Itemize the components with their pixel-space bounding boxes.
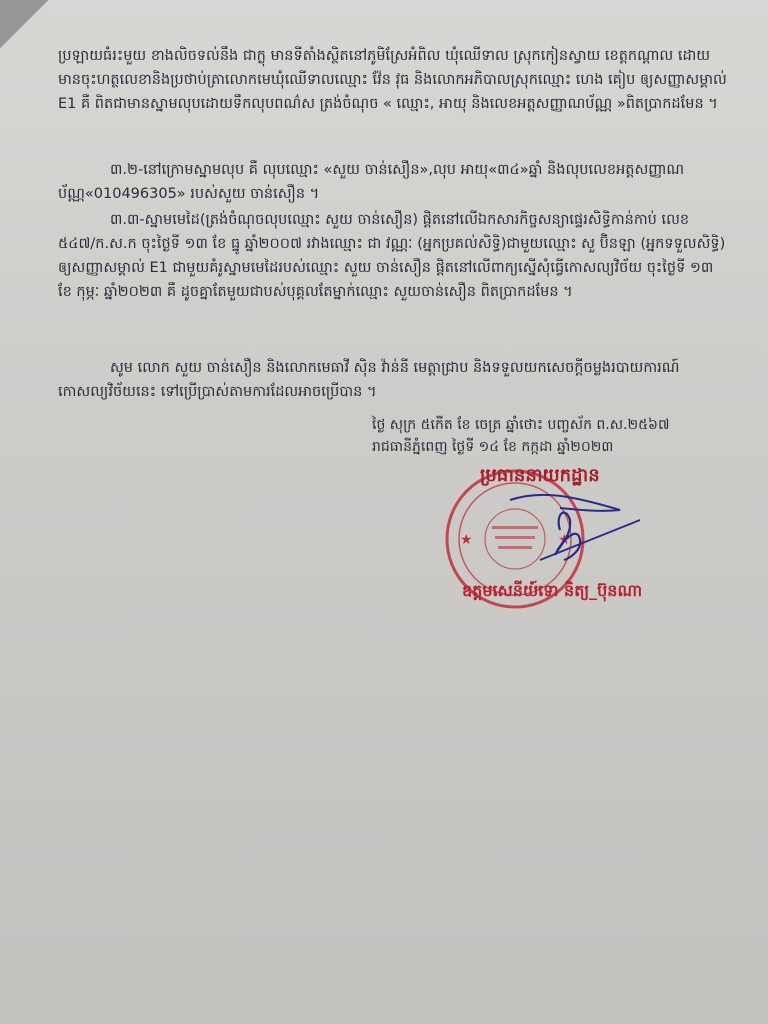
svg-text:★: ★ bbox=[558, 532, 571, 548]
paragraph-3: ៣.៣-ស្នាមមេដៃ(ត្រង់ចំណុចលុបឈ្មោះ សួយ ចាន់សឿន) ផ្តិតនៅលើឯកសារកិច្ចសន្យាផ្ទេរសិទ្ធិកាន់កាប់ លេខ ៥៤៧/ក.ស.ក ចុះថ្ងៃទី ១៣ ខែ ធ្នូ ឆ្នាំ២០០៧ រវាងឈ្មោះ ជា វណ្ណៈ (អ្នកប្រគល់សិទ្ធិ)ជាមួយឈ្មោះ សួ ប៊ិនឡា (អ្នកទទួលសិទ្ធិ) ឲ្យសញ្ញាសម្គាល់ E1 ជាមួយគំរូស្នាមមេដៃរបស់ឈ្មោះ សួយ ចាន់សឿន ផ្តិតនៅលើពាក្យស្នើសុំធ្វើកោសល្យវិច័យ ចុះថ្ងៃទី ១៣ ខែ កុម្ភៈ ឆ្នាំ២០២៣ គឺ ដូចគ្នាតែមួយជាបស់បុគ្គលតែម្នាក់ឈ្មោះ សួយចាន់សឿន ពិតប្រាកដមែន ។ bbox=[58, 212, 726, 300]
paragraph-4: សូម លោក សួយ ចាន់សឿន និងលោកមេធាវី ស៊ិន វ៉ាន់នី មេត្តាជ្រាប និងទទួលយកសេចក្តីចម្លងរបាយការណ៍កោសល្យវិច័យនេះ ទៅប្រើប្រាស់តាមការដែលអាចប្រើបាន ។ bbox=[58, 360, 680, 400]
date-solar: រាជធានីភ្នំពេញ ថ្ងៃទី ១៤ ខែ កក្កដា ឆ្នាំ២០២៣ bbox=[372, 439, 614, 455]
paragraph-2: ៣.២-នៅក្រោមស្នាមលុប គឺ លុបឈ្មោះ «សួយ ចាន់សឿន»,លុប អាយុ«៣៤»ឆ្នាំ និងលុបលេខអត្តសញ្ញាណប័ណ្ណ«010496305» របស់សួយ ចាន់សឿន ។ bbox=[58, 162, 685, 202]
paragraph-1: ប្រឡាយធំរះមួយ ខាងលិចទល់នឹង ជាក្លុ មានទីតាំងស្ថិតនៅភូមិស្រែអំពិល ឃុំឈើទាល ស្រុកកៀនស្វាយ ខេត្តកណ្តាល ដោយមានចុះហត្ថលេខានិងប្រថាប់ត្រាលោកមេឃុំឈើទាលឈ្មោះ វ៉ែន វុធ និងលោកអភិបាលស្រុកឈ្មោះ ហេង គៀប ឲ្យសញ្ញាសម្គាល់ E1 គឺ ពិតជាមានស្នាមលុបដោយទឹកលុបពណ៌ស ត្រង់ចំណុច « ឈ្មោះ, អាយុ និងលេខអត្តសញ្ញាណប័ណ្ណ »ពិតប្រាកដមែន ។ bbox=[58, 48, 727, 112]
signer-name: ឧត្តមសេនីយ៍ទោ និត្យ_ប៊ុនណា bbox=[462, 581, 643, 600]
date-lunar: ថ្ងៃ សុក្រ ៥កើត ខែ ចេត្រ ឆ្នាំថោះ បញ្ចស័ក ព.ស.២៥៦៧ bbox=[372, 417, 670, 433]
handwritten-signature bbox=[500, 490, 650, 570]
official-title: ប្រធាននាយកដ្ឋាន bbox=[480, 465, 600, 486]
svg-text:★: ★ bbox=[460, 532, 473, 548]
folded-corner bbox=[0, 0, 48, 48]
